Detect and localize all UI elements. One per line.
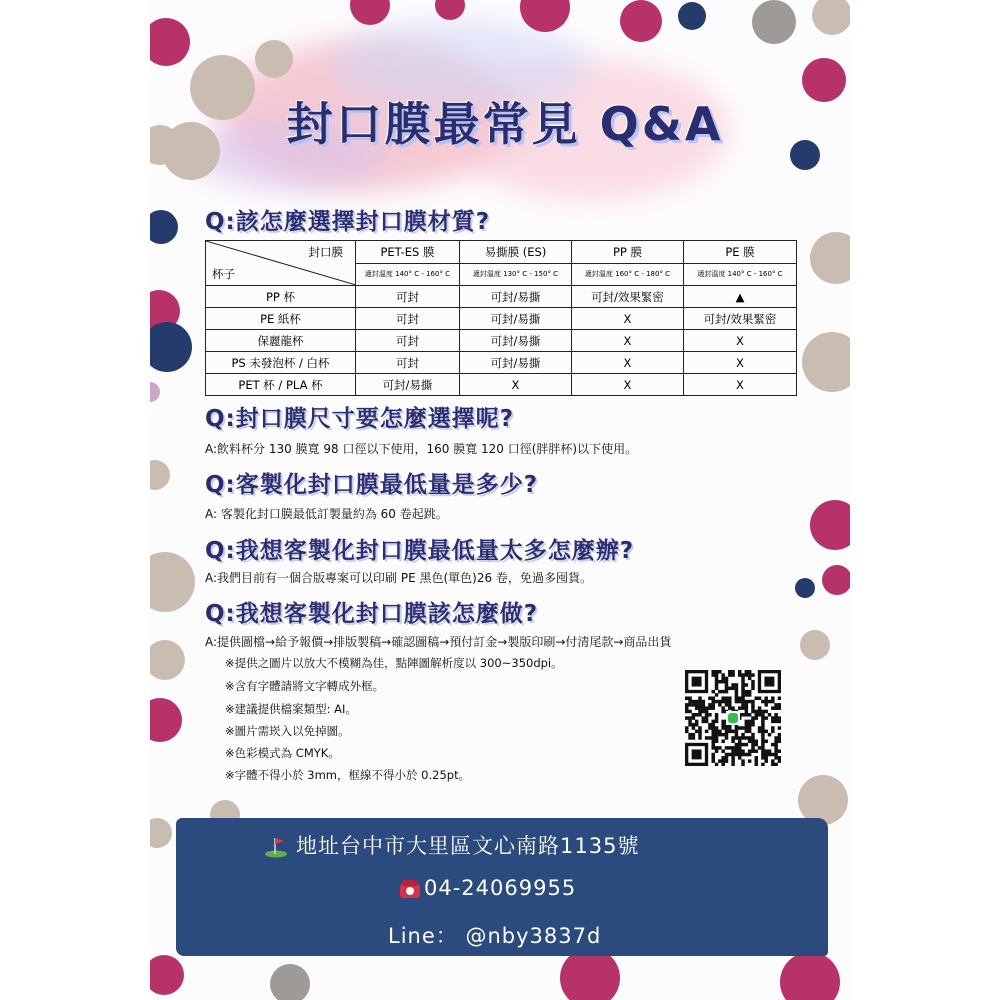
question-size: Q:封口膜尺寸要怎麼選擇呢?	[205, 406, 515, 432]
note-item: ※圖片需崁入以免掉圖。	[225, 724, 350, 738]
table-cell: 可封/易撕	[460, 308, 572, 330]
table-cell: 可封/效果緊密	[572, 286, 684, 308]
answer-process: A:提供圖檔→給予報價→排版製稿→確認圖稿→預付訂金→製版印刷→付清尾款→商品出貨	[205, 635, 672, 649]
decor-dot	[812, 0, 850, 35]
decor-dot	[150, 382, 160, 402]
note-item: ※建議提供檔案類型: AI。	[225, 702, 357, 716]
table-cell: 可封/易撕	[356, 374, 460, 396]
table-cell: X	[684, 330, 797, 352]
decor-dot	[150, 552, 195, 612]
column-header: PE 膜	[684, 241, 797, 264]
note-item: ※色彩模式為 CMYK。	[225, 746, 340, 760]
table-cell: 可封/易撕	[460, 286, 572, 308]
cup-type: PET 杯 / PLA 杯	[206, 374, 356, 396]
phone-number[interactable]: 04-24069955	[424, 876, 577, 900]
decor-dot	[150, 698, 182, 742]
table-row	[206, 330, 797, 352]
question-minimum: Q:客製化封口膜最低量是多少?	[205, 472, 539, 498]
poster-title: 封口膜最常見 Q&A	[286, 97, 724, 151]
table-corner-cell	[206, 241, 356, 286]
table-cell: X	[572, 352, 684, 374]
table-row	[206, 352, 797, 374]
cup-type: PS 未發泡杯 / 白杯	[206, 352, 356, 374]
decor-dot	[800, 630, 830, 660]
sealing-temp: 適封溫度 130° C - 150° C	[460, 263, 572, 286]
decor-dot	[255, 40, 293, 78]
decor-dot	[150, 818, 172, 848]
table-cell: 可封	[356, 352, 460, 374]
sealing-temp: 適封溫度 140° C - 160° C	[356, 263, 460, 286]
corner-label-cup: 杯子	[212, 267, 235, 281]
line-id[interactable]: Line： @nby3837d	[388, 924, 602, 948]
corner-label-film: 封口膜	[308, 245, 343, 259]
question-material: Q:該怎麼選擇封口膜材質?	[205, 209, 491, 235]
cup-type: 保麗龍杯	[206, 330, 356, 352]
address-line	[264, 830, 639, 860]
decor-dot	[822, 565, 850, 595]
note-item: ※提供之圖片以放大不模糊為佳，點陣圖解析度以 300~350dpi。	[225, 656, 563, 670]
line-qr-code[interactable]	[685, 670, 781, 766]
table-cell: 可封	[356, 330, 460, 352]
column-header: PET-ES 膜	[356, 241, 460, 264]
decor-dot	[162, 122, 220, 180]
decor-dot	[150, 210, 178, 244]
table-header-row	[206, 241, 797, 264]
contact-band	[176, 818, 828, 956]
table-cell: 可封	[356, 286, 460, 308]
cup-type: PP 杯	[206, 286, 356, 308]
poster	[150, 0, 850, 1000]
telephone-icon	[398, 878, 422, 900]
decor-dot	[795, 578, 815, 598]
decor-dot	[802, 332, 850, 392]
address-text: 地址台中市大里區文心南路1135號	[296, 834, 640, 858]
cup-type: PE 紙杯	[206, 308, 356, 330]
decor-dot	[780, 952, 840, 1000]
table-row	[206, 308, 797, 330]
decor-dot	[678, 2, 706, 30]
decor-dot	[790, 140, 820, 170]
answer-size: A:飲料杯分 130 膜寬 98 口徑以下使用，160 膜寬 120 口徑(胖胖杯)以下使用。	[205, 442, 638, 456]
table-cell: ▲	[684, 286, 797, 308]
question-how-to: Q:我想客製化封口膜該怎麼做?	[205, 601, 539, 627]
table-row	[206, 374, 797, 396]
golf-flag-icon	[264, 836, 288, 858]
decor-dot	[435, 0, 465, 20]
decor-dot	[150, 460, 170, 490]
table-cell: 可封/易撕	[460, 330, 572, 352]
table-cell: 可封/易撕	[460, 352, 572, 374]
decor-dot	[752, 0, 796, 44]
table-cell: X	[684, 374, 797, 396]
table-cell: X	[572, 374, 684, 396]
decor-dot	[150, 955, 184, 995]
table-cell: 可封	[356, 308, 460, 330]
decor-dot	[270, 964, 310, 1000]
note-item: ※含有字體請將文字轉成外框。	[225, 679, 385, 693]
sealing-temp: 適封溫度 140° C - 160° C	[684, 263, 797, 286]
decor-dot	[350, 0, 390, 25]
column-header: PP 膜	[572, 241, 684, 264]
decor-dot	[150, 18, 190, 66]
decor-dot	[810, 500, 850, 550]
decor-dot	[150, 640, 185, 680]
decor-dot	[802, 58, 846, 102]
table-cell: X	[684, 352, 797, 374]
decor-dot	[620, 0, 662, 42]
question-too-many: Q:我想客製化封口膜最低量太多怎麼辦?	[205, 538, 635, 564]
answer-minimum: A: 客製化封口膜最低訂製量約為 60 卷起跳。	[205, 507, 448, 521]
phone-line	[398, 876, 576, 900]
qr-code-graphic	[685, 670, 781, 766]
sealing-temp: 適封溫度 160° C - 180° C	[572, 263, 684, 286]
table-cell: X	[572, 330, 684, 352]
note-item: ※字體不得小於 3mm，框線不得小於 0.25pt。	[225, 768, 471, 782]
column-header: 易撕膜 (ES)	[460, 241, 572, 264]
table-cell: 可封/效果緊密	[684, 308, 797, 330]
decor-dot	[150, 322, 192, 372]
table-row	[206, 286, 797, 308]
material-compatibility-table	[205, 240, 797, 396]
decor-dot	[810, 232, 850, 284]
table-cell: X	[572, 308, 684, 330]
table-cell: X	[460, 374, 572, 396]
answer-too-many: A:我們目前有一個合版專案可以印刷 PE 黑色(單色)26 卷，免過多囤貨。	[205, 571, 592, 585]
